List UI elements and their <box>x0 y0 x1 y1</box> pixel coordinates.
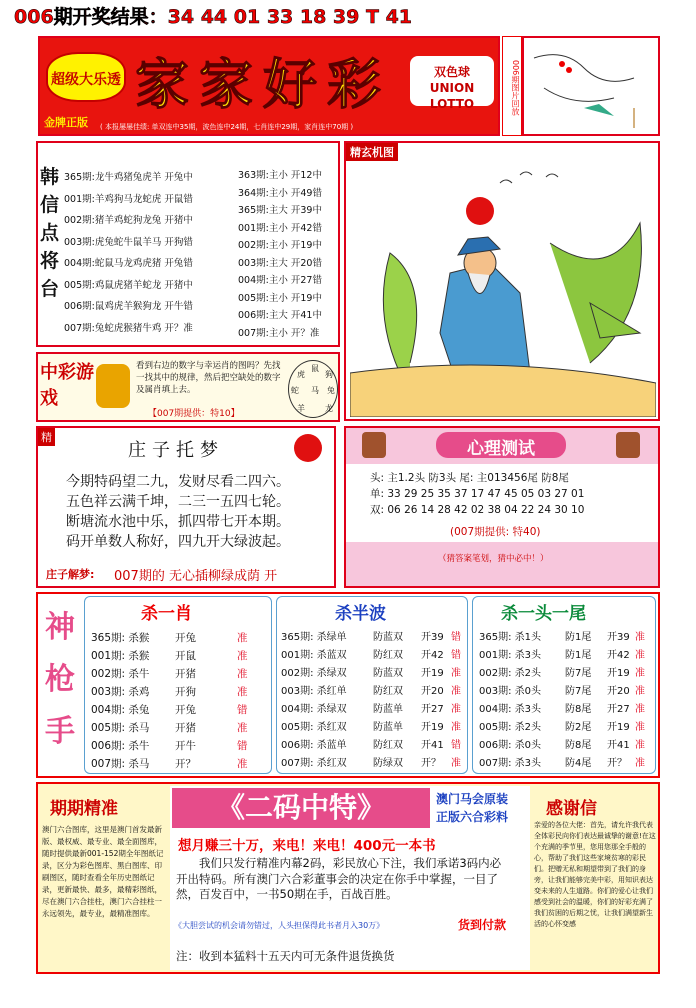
zhuangzi-title: 庄子托梦 <box>128 440 224 461</box>
open: 开27 <box>421 704 444 715</box>
header-side-tag: 006期图片回放 <box>502 36 522 136</box>
lucky-cat-icon <box>96 364 130 408</box>
open: 开27 <box>607 704 630 715</box>
erma-box <box>170 786 530 970</box>
guard: 防1尾 <box>565 632 592 643</box>
open: 开？ <box>421 758 441 769</box>
result: 错 <box>237 704 248 716</box>
xinli-panel <box>344 426 660 588</box>
xinli-line: 头: 主1.2头 防3头 尾: 主013456尾 防8尾 <box>370 472 569 484</box>
wheel-cell: 狗 <box>325 370 333 379</box>
period: 006期: 杀牛 <box>91 740 150 752</box>
erma-org2: 正版六合彩料 <box>436 810 509 824</box>
game-panel <box>36 352 340 422</box>
bird-sketch-icon <box>524 38 658 134</box>
guard: 防7尾 <box>565 668 592 679</box>
open: 开39 <box>421 632 444 643</box>
xinli-lines <box>370 470 584 518</box>
list-item: 002期:主小 开19中 <box>238 240 322 251</box>
game-tip: 【007期提供：特10】 <box>148 409 240 419</box>
period: 004期: 杀绿双 <box>281 704 347 715</box>
period: 003期: 杀鸡 <box>91 686 150 698</box>
list-item: 006期:主大 开41中 <box>238 310 322 321</box>
period: 002期: 杀绿双 <box>281 668 347 679</box>
result: 错 <box>451 650 461 661</box>
wheel-cell: 鼠 <box>311 364 319 373</box>
list-item: 004期:主小 开27错 <box>238 275 322 286</box>
list-item: 365期:龙牛鸡猪兔虎羊 开兔中 <box>64 172 193 183</box>
result: 准 <box>635 632 645 643</box>
guard: 防蓝单 <box>373 722 403 733</box>
result: 准 <box>451 668 461 679</box>
kill-half-wave-rows <box>281 629 465 773</box>
period: 006期: 杀0头 <box>479 740 541 751</box>
header-notice: ( 本报屡屡佳绩: 单双连中35期，波色连中24期，七肖连中29期，家肖连中70期 ) <box>100 123 354 131</box>
open: 开狗 <box>175 686 196 698</box>
open: 开19 <box>421 722 444 733</box>
erma-banner: 《大胆尝试的机会请勿错过，人头担保得此书者月入30万》 <box>174 921 385 930</box>
open: 开19 <box>421 668 444 679</box>
guard: 防绿双 <box>373 758 403 769</box>
list-item: 001期:主小 开42错 <box>238 222 322 234</box>
period: 005期: 杀马 <box>91 722 150 734</box>
period: 365期: 杀1头 <box>479 632 541 643</box>
xinli-provide: (007期提供: 特40) <box>450 526 541 538</box>
period: 001期: 杀3头 <box>479 650 541 661</box>
period: 365期: 杀绿单 <box>281 632 347 643</box>
result: 准 <box>451 704 461 715</box>
result: 准 <box>635 668 645 679</box>
period: 006期: 杀蓝单 <box>281 740 347 751</box>
period: 003期: 杀红单 <box>281 686 347 697</box>
header-illustration <box>522 36 660 136</box>
open: 开猪 <box>175 722 196 734</box>
result: 准 <box>451 686 461 697</box>
period: 001期: 杀蓝双 <box>281 650 347 661</box>
poem-line: 断塘流水池中乐，抓四带七开本期。 <box>66 514 290 530</box>
list-item: 001期:羊鸡狗马龙蛇虎 开鼠错 <box>64 193 193 205</box>
jingxuan-panel <box>344 141 660 421</box>
result: 准 <box>635 686 645 697</box>
open: 开兔 <box>175 632 196 644</box>
list-item: 006期:鼠鸡虎羊猴狗龙 开牛错 <box>64 301 193 312</box>
hanxin-left-list <box>64 167 254 347</box>
qiqi-title: 期期精准 <box>50 799 118 819</box>
open: 开41 <box>421 740 444 751</box>
guard: 防蓝双 <box>373 632 403 643</box>
kill-zodiac-title: 杀一肖 <box>141 604 192 624</box>
kill-head-tail-box <box>472 596 656 774</box>
period: 365期: 杀猴 <box>91 632 150 644</box>
result: 准 <box>237 632 248 644</box>
xinli-title: 心理测试 <box>436 432 566 458</box>
guard: 防1尾 <box>565 650 592 661</box>
poem-line: 今期特码望二九，发财尽看二四六。 <box>66 474 290 490</box>
xinli-line: 双: 06 26 14 28 42 02 38 04 22 24 30 10 <box>370 504 585 516</box>
poem <box>66 472 290 552</box>
list-item: 002期:猪羊鸡蛇狗龙兔 开猪中 <box>64 215 193 226</box>
result: 准 <box>635 650 645 661</box>
open: 开20 <box>607 686 630 697</box>
wheel-cell: 羊 <box>297 404 305 413</box>
period: 007期: 杀红双 <box>281 758 347 769</box>
zhuangzi-panel <box>36 426 336 588</box>
open: 开19 <box>607 722 630 733</box>
result: 准 <box>237 686 248 698</box>
union-lotto-logo: 双色球 UNION LOTTO <box>410 56 494 106</box>
cod-badge: 货到付款 <box>458 918 507 932</box>
period: 005期: 杀红双 <box>281 722 347 733</box>
open: 开39 <box>607 632 630 643</box>
wheel-cell: 马 <box>311 386 319 395</box>
poem-line: 五色祥云满千坤，二三一五四七轮。 <box>66 494 290 510</box>
result: 准 <box>635 704 645 715</box>
list-item: 004期:蛇鼠马龙鸡虎猪 开兔错 <box>64 258 193 269</box>
red-sun-icon <box>294 434 322 462</box>
erma-slogan: 想月赚三十万，来电！来电！400元一本书 <box>178 838 436 854</box>
game-title: 中彩游戏 <box>40 362 94 409</box>
period: 007期: 杀3头 <box>479 758 541 769</box>
kill-half-wave-title: 杀半波 <box>335 604 386 624</box>
erma-title: 《二码中特》 <box>172 788 430 828</box>
guard: 防7尾 <box>565 686 592 697</box>
result: 准 <box>451 758 461 769</box>
shenqiang-panel <box>36 592 660 778</box>
result: 错 <box>451 740 461 751</box>
flower-pot-icon <box>362 432 386 458</box>
period: 007期: 杀马 <box>91 758 150 770</box>
brand-logo: 超级大乐透 <box>46 52 126 102</box>
open: 开鼠 <box>175 650 196 662</box>
open: 开42 <box>607 650 630 661</box>
poem-line: 码开单数人称好，四九开大绿波起。 <box>66 534 290 550</box>
kill-head-tail-title: 杀一头一尾 <box>501 604 586 624</box>
list-item: 007期:主小 开？准 <box>238 327 320 339</box>
erma-org1: 澳门马会原装 <box>436 792 509 806</box>
header-subtitle: 金牌正版 <box>44 116 88 129</box>
zodiac-wheel <box>288 360 338 418</box>
result: 错 <box>451 632 461 643</box>
wheel-cell: 蛇 <box>291 386 299 395</box>
guard: 防蓝单 <box>373 704 403 715</box>
period: 004期: 杀兔 <box>91 704 150 716</box>
list-item: 007期:兔蛇虎猴猪牛鸡 开？准 <box>64 322 193 334</box>
open: 开41 <box>607 740 630 751</box>
period: 002期: 杀牛 <box>91 668 150 680</box>
list-item: 005期:主小 开19中 <box>238 292 322 304</box>
wheel-cell: 兔 <box>327 386 335 395</box>
wheel-cell: 龙 <box>325 404 333 413</box>
kill-half-wave-box <box>276 596 468 774</box>
open: 开20 <box>421 686 444 697</box>
period: 001期: 杀猴 <box>91 650 150 662</box>
xinli-footer-bar <box>346 542 658 586</box>
result: 错 <box>237 740 248 752</box>
guard: 防蓝双 <box>373 668 403 679</box>
list-item: 005期:鸡鼠虎猪羊蛇龙 开猪中 <box>64 279 193 291</box>
open: 开猪 <box>175 668 196 680</box>
period: 002期: 杀2头 <box>479 668 541 679</box>
guard: 防红双 <box>373 650 403 661</box>
result: 准 <box>635 722 645 733</box>
open: 开？ <box>607 758 627 769</box>
bottom-section <box>36 782 660 974</box>
game-text: 看到右边的数字与幸运肖的图吗？先找一找其中的规律，然后把空缺处的数字及属肖填上去。 <box>136 361 281 395</box>
top-result: 006期开奖结果：34 44 01 33 18 39 T 41 <box>14 6 413 28</box>
result: 准 <box>635 740 645 751</box>
period: 003期: 杀0头 <box>479 686 541 697</box>
jingxuan-title: 精玄机图 <box>346 143 398 161</box>
erma-note: 注：收到本猛料十五天内可无条件退货换货 <box>176 949 395 963</box>
thanks-text: 亲爱的各位大佬：首先，请允许我代表全体彩民向你们表达最诚挚的谢意!在这个充满的季节里，您用您那全手般的心，帮助了我们这些家境贫寒的彩民们。把赠无私和期望带到了我们的身旁，让我们能够完美中彩，用知识表达变未来的人生道路。你们的爱心让我们感受到社会的温暖，你们的好彩充满了我们贫困的后期之忧，让我们满望新生活的心怀变感 <box>534 821 656 928</box>
open: 开42 <box>421 650 444 661</box>
guard: 防红双 <box>373 740 403 751</box>
erma-body: 我们只发行精准内幕2码，彩民放心下注，我们承诺3码内必开出特码。所有澳门六合彩董事会的决定在你手中掌握，一目了然，百发百中，一书50期在手，百战百胜。 <box>176 856 502 901</box>
guard: 防8尾 <box>565 740 592 751</box>
result: 准 <box>237 758 248 770</box>
result: 准 <box>237 668 248 680</box>
list-item: 365期:主大 开39中 <box>238 205 322 216</box>
kill-head-tail-rows <box>479 629 655 773</box>
kill-zodiac-box <box>84 596 272 774</box>
result: 准 <box>237 650 248 662</box>
open: 开兔 <box>175 704 196 716</box>
open: 开？ <box>175 758 196 770</box>
old-man-illustration-icon <box>350 163 656 417</box>
flower-pot-icon <box>616 432 640 458</box>
guard: 防8尾 <box>565 704 592 715</box>
kill-zodiac-rows <box>91 629 267 773</box>
list-item: 003期:主大 开20错 <box>238 257 322 269</box>
open: 开19 <box>607 668 630 679</box>
guard: 防红双 <box>373 686 403 697</box>
result: 准 <box>635 758 645 769</box>
shenqiang-title: 神枪手 <box>45 610 75 749</box>
period: 005期: 杀2头 <box>479 722 541 733</box>
dream-label: 庄子解梦: <box>46 568 95 581</box>
guard: 防2尾 <box>565 722 592 733</box>
dream-text: 007期的 无心插柳绿成荫 开 <box>114 569 278 584</box>
wheel-cell: 虎 <box>297 370 305 379</box>
page-title: 家家好彩 <box>135 52 391 116</box>
guard: 防4尾 <box>565 758 592 769</box>
result: 准 <box>451 722 461 733</box>
hanxin-panel <box>36 141 340 347</box>
result: 准 <box>237 722 248 734</box>
zhuangzi-mark: 精 <box>38 428 55 446</box>
list-item: 363期:主小 开12中 <box>238 170 322 181</box>
open: 开牛 <box>175 740 196 752</box>
thanks-title: 感谢信 <box>546 799 597 819</box>
xinli-footer: （猜答案笔划，猜中必中！） <box>438 554 549 564</box>
period: 004期: 杀3头 <box>479 704 541 715</box>
list-item: 003期:虎兔蛇牛鼠羊马 开狗错 <box>64 236 193 248</box>
header-banner <box>38 36 500 136</box>
xinli-line: 单: 33 29 25 35 37 17 47 45 05 03 27 01 <box>370 488 585 500</box>
hanxin-right-list <box>238 167 338 347</box>
list-item: 364期:主小 开49错 <box>238 187 322 199</box>
qiqi-text: 澳门六合图库，这里是澳门首发最新版、最权威、最专业、最全面图库，随时提供最新001-152期全年图纸记录，区分为彩色图库、黑白图库、印刷图区，随时查看全年历史图纸记录，更新最快、最多，最精彩图纸，尽在澳门六合挂柱，澳门六合挂柱一永远领先，最专业，最精准图库。 <box>42 825 164 918</box>
hanxin-title: 韩信点将台 <box>40 166 60 300</box>
